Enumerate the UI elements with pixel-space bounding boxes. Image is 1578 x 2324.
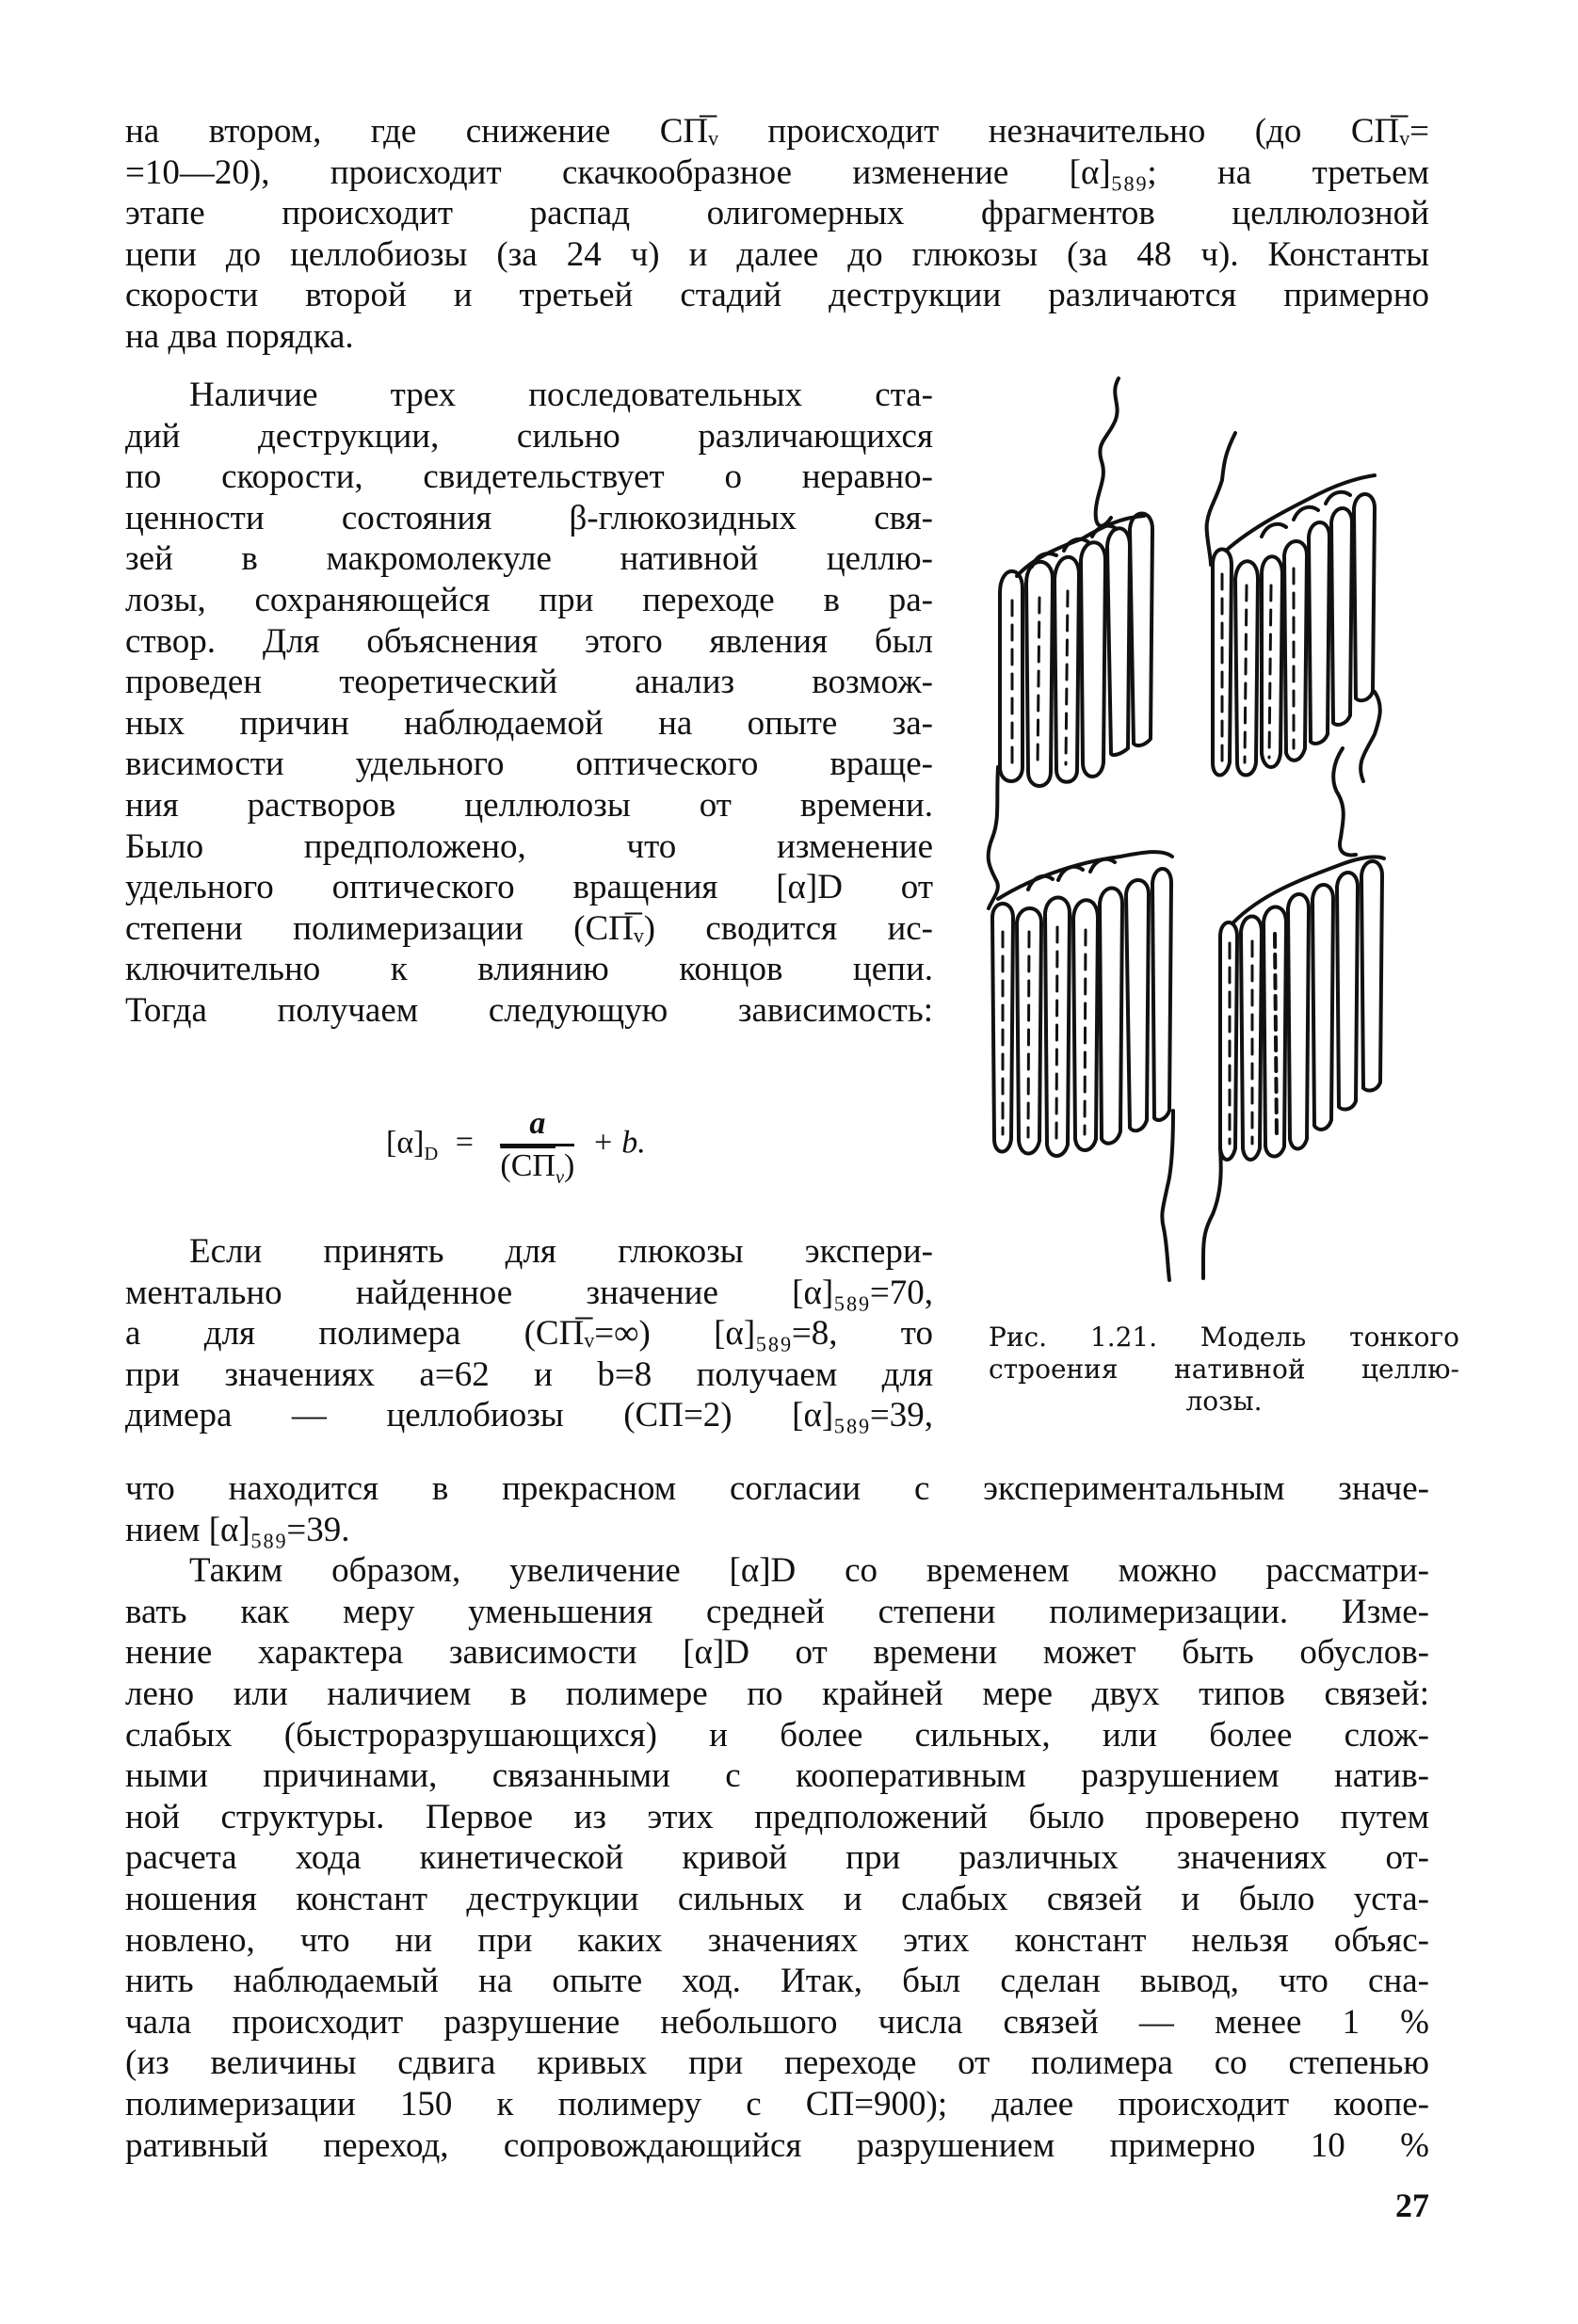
text-line: ношения констант деструкции сильных и слабых связей и было уста- [125,1879,1429,1918]
caption-line: Рис. 1.21. Модель тонкого [989,1322,1459,1353]
text-line: Тогда получаем следующую зависимость: [125,990,933,1030]
text-line: Наличие трех последовательных ста- [189,376,933,414]
text-line: дий деструкции, сильно различающихся [125,416,933,456]
top-left-bundle [1000,514,1152,787]
text-line: удельного оптического вращения [α]D от [125,868,933,907]
formula-tail: + b. [591,1125,646,1161]
caption-line: строения нативной целлю- [989,1354,1459,1385]
text-line: Если принять для глюкозы экспери- [189,1232,933,1271]
text-line: скорости второй и третьей стадий деструкции различаются примерно [125,276,1429,315]
text-line: ными причинами, связанными с кооперативным разрушением натив- [125,1756,1429,1796]
text-line: а для полимера (СП̅ᵥ=∞) [α]₅₈₉=8, то [125,1314,933,1354]
text-line: расчета хода кинетической кривой при различных значениях от- [125,1838,1429,1878]
formula-fraction [500,1106,575,1188]
text-line: по скорости, свидетельствует о неравно- [125,457,933,497]
text-line: ративный переход, сопровождающийся разрушением примерно 10 % [125,2125,1429,2165]
text-line: Было предположено, что изменение [125,826,933,866]
text-line: нить наблюдаемый на опыте ход. Итак, был сделан вывод, что сна- [125,1962,1429,2001]
formula [386,1106,876,1200]
text-line: димера — целлобиозы (СП=2) [α]₅₈₉=39, [125,1396,933,1435]
text-line: (из величины сдвига кривых при переходе от полимера со степенью [125,2044,1429,2083]
text-line: чала происходит разрушение небольшого числа связей — менее 1 % [125,2002,1429,2042]
left-column-paragraph [125,375,933,1032]
text-line: зей в макромолекуле нативной целлю- [125,539,933,579]
text-line: висимости удельного оптического враще- [125,745,933,784]
text-line: лено или наличием в полимере по крайней мере двух типов связей: [125,1674,1429,1713]
figure-cellulose-model [979,367,1422,1308]
formula-lhs-sub: D [424,1144,439,1165]
left-column-paragraph-2 [125,1231,933,1436]
text-line: ключительно к влиянию концов цепи. [125,950,933,989]
text-line: степени полимеризации (СП̅ᵥ) сводится ис- [125,908,933,948]
text-line: ной структуры. Первое из этих предположений было проверено путем [125,1797,1429,1836]
text-line: на втором, где снижение СП̅ᵥ происходит незначительно (до СП̅ᵥ= [125,112,1429,151]
formula-denominator-text: (СП [500,1148,556,1183]
text-line: Таким образом, увеличение [α]D со временем можно рассматри- [189,1551,1429,1591]
text-line: створ. Для объяснения этого явления был [125,621,933,661]
text-line: лозы, сохраняющейся при переходе в ра- [125,580,933,619]
text-line: при значениях a=62 и b=8 получаем для [125,1354,933,1394]
text-line: цепи до целлобиозы (за 24 ч) и далее до глюкозы (за 48 ч). Константы [125,234,1429,274]
text-line: новлено, что ни при каких значениях этих констант нельзя объяс- [125,1920,1429,1960]
text-line: слабых (быстроразрушающихся) и более сильных, или более слож- [125,1715,1429,1755]
formula-lhs: [α] [386,1125,425,1161]
text-line: что находится в прекрасном согласии с экспериментальным значе- [125,1469,1429,1508]
text-line: нение характера зависимости [α]D от времени может быть обуслов- [125,1633,1429,1673]
formula-denominator-close: ) [564,1148,575,1183]
bottom-left-bundle [992,852,1172,1156]
cellulose-fibril-illustration [979,367,1422,1308]
text-line: ментально найденное значение [α]₅₈₉=70, [125,1273,933,1312]
formula-denominator [500,1146,575,1188]
caption-line: лозы. [1185,1386,1263,1417]
top-paragraph [125,111,1429,358]
text-line: вать как меру уменьшения средней степени полимеризации. Изме- [125,1592,1429,1631]
text-line: полимеризации 150 к полимеру с СП=900); далее происходит коопе- [125,2084,1429,2124]
text-line: =10—20), происходит скачкообразное изменение [α]₅₈₉; на третьем [125,152,1429,192]
figure-caption [989,1322,1459,1418]
text-line: ценности состояния β-глюкозидных свя- [125,498,933,537]
bottom-right-bundle [1220,857,1384,1160]
text-line: на два порядка. [125,316,354,356]
text-line: этапе происходит распад олигомерных фрагментов целлюлозной [125,194,1429,233]
text-line: ния растворов целлюлозы от времени. [125,785,933,825]
formula-numerator: a [500,1106,574,1146]
formula-denominator-sub: v [555,1166,565,1188]
page-number: 27 [1395,2187,1429,2224]
text-line: нием [α]₅₈₉=39. [125,1510,350,1549]
text-line: проведен теоретический анализ возмож- [125,663,933,702]
text-line: ных причин наблюдаемой на опыте за- [125,703,933,743]
formula-equals: = [455,1125,474,1161]
bottom-paragraph [125,1468,1429,2166]
top-right-bundle [1213,475,1375,776]
